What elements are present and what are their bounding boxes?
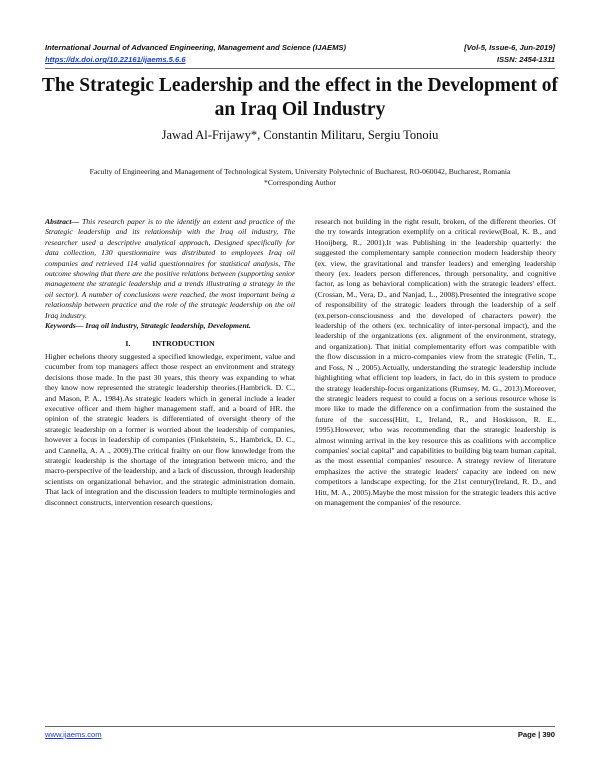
affiliation-block — [45, 167, 555, 188]
journal-name: International Journal of Advanced Engineering, Management and Science (IJAEMS) — [45, 43, 346, 52]
right-column — [315, 217, 556, 508]
paper-title: The Strategic Leadership and the effect in the Development of an Iraq Oil Industry — [41, 75, 559, 120]
volume-info: [Vol-5, Issue-6, Jun-2019] — [464, 43, 555, 52]
volume-header — [355, 42, 555, 66]
abstract-label: Abstract— — [45, 217, 80, 226]
affiliation: Faculty of Engineering and Management of Technological System, University Polytechnic of Bucharest, RO-060042, Bucharest, Romania — [89, 167, 511, 176]
page-number: Page | 390 — [517, 730, 555, 739]
footer-divider — [45, 726, 555, 727]
keywords: Keywords— Iraq oil industry, Strategic leadership, Development. — [45, 321, 251, 331]
journal-header — [45, 42, 405, 66]
section-number: I. — [125, 339, 131, 349]
abstract-text: This research paper is to the identify an extent and practice of the Strategic leadership and its relationship with the Iraq oil industry, The researcher used a descriptive analytical approach, Designed specifically for data collection, 130 questionnaire was distributed to employees Iraq oil companies and retrieved 114 valid questionnaires for statistical analysis, The outcome showing that there are the positive relations between (supporting senior management the strategic leadership and a trends illustrating a strategy in the oil sector). A number of conclusions were reached, the most important being a relationship between practice and the role of the strategic leadership on the oil Iraq industry. — [45, 217, 295, 320]
issn: ISSN: 2454-1311 — [496, 55, 555, 64]
introduction-text-right: research not building in the right result, broken, of the different theories. Of the try towards integration exemplify on a critical review(Boal, K. B., and Hooijberg, R., 2001).It was Publishing in the leadership quarterly: the suggested the complementary sample connection modern leadership theory (ex. view, the gravitational and transfer leaders) and emerging leadership theory (ex. leaders person differences, through personality, and cognitive factor, as long as behavioral complication) with the strategic leaders' effect.(Crossan, M., Vera, D., and Nanjad, L., 2008).Presented the integrative scope of responsibility of the strategic leaders through the leadership of a self (ex.person-consciousness and the developed of characters power) the leadership of the others (ex. technicality of inter-personal impact), and the leadership of the organizations (ex. alignment of the environment, strategy, and organization). That initial complementarity effort was compatible with the flow discussion in a micro-companies view from the strategic (Felin, T., and Foss, N ., 2005).Actually, understanding the strategic leadership include highlighting what efficient top leaders, in fact, do in this system to produce the strategy leadership-focus organizations (Rumsey, M. G., 2013).Moreover, the strategic leaders request to could a focus on a serious resource whose is more like to made the difference on a confirmation from the sustained the future of the success(Hitt, I., Ireland, R., and Hoskisson, R. E., 1995).However, who was recommending that the strategic leadership is almost winning arrival in the key resource this as coalitions with accomplice companies' social capital" and capabilities to building big team human capital, as the most essential companies' resource. A strategy review of literature emphasizes the active the strategic leaders' capacity are indeed on new competitors a landscape expecting, for the 21st century(Ireland, R. D., and Hitt, M. A., 2005).Maybe the most mission for the strategic leaders this active on management the companies' of the resource. — [315, 217, 556, 507]
doi-link[interactable]: https://dx.doi.org/10.22161/ijaems.5.6.6 — [45, 55, 186, 64]
abstract — [45, 217, 295, 321]
corresponding-author: *Corresponding Author — [264, 177, 336, 187]
author-list: Jawad Al-Frijawy*, Constantin Militaru, Sergiu Tonoiu — [161, 128, 439, 142]
introduction-text-left: Higher echelons theory suggested a specified knowledge, experiment, value and cucumber from top managers affect those respect an environment and strategy decisions those made. In the past 30 years, this theory was expanding to what they know now represented the strategic leadership theories.(Hambrick. D. C., and Mason, P. A., 1984).As strategic leaders which in general include a leader executive officer and them higher management staff, and a board of HR. the opinion of the strategic leaders is differentiated of oversight theory of the strategic leadership on a former is worried about the leadership of companies, however a focus in leadership of companies (Finkelstein, S., Hambrick, D. C., and Cannella, A. A ., 2009).The critical frailty on our flow knowledge from the strategic leadership is the shortage of the integration between micro, and the macro-perspective of the leadership, and a lack of discussion, through leadership scientists on organizational behavior, and the strategic administration domain. That lack of integration and the discussion leaders to multiple terminologies and disconnect constructs, intervention research questions, — [45, 351, 295, 507]
section-heading — [45, 339, 295, 349]
left-column — [45, 217, 295, 508]
journal-website-link[interactable]: www.ijaems.com — [45, 730, 102, 739]
header-divider — [45, 68, 555, 69]
section-title: INTRODUCTION — [152, 339, 215, 349]
